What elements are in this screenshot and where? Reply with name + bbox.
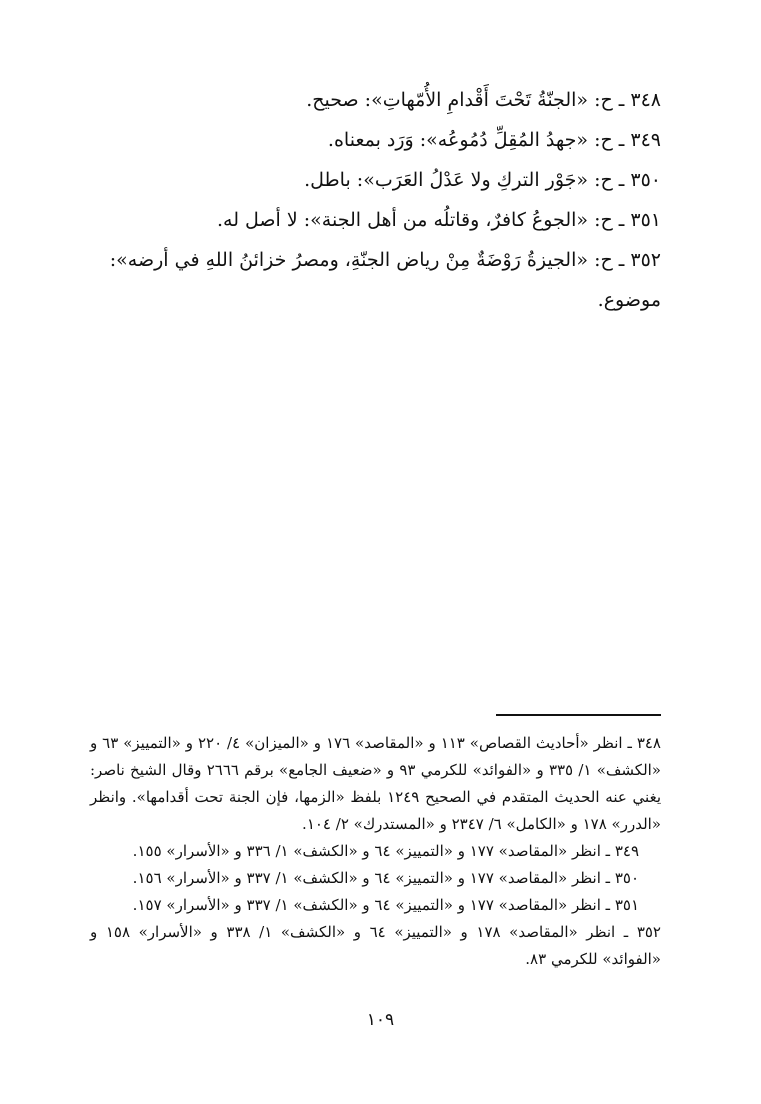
page-number: ١٠٩ xyxy=(366,1010,395,1030)
footnotes xyxy=(90,730,661,973)
footnote-350: ٣٥٠ ـ انظر «المقاصد» ١٧٧ و «التمييز» ٦٤ و «الكشف» ١/ ٣٣٧ و «الأسرار» ١٥٦. xyxy=(132,869,639,887)
footnote-separator xyxy=(496,714,661,716)
footnote-348: ٣٤٨ ـ انظر «أحاديث القصاص» ١١٣ و «المقاصد» ١٧٦ و «الميزان» ٤/ ٢٢٠ و «التمييز» ٦٣ و «الكشف» ١/ ٣٣٥ و «الفوائد» للكرمي ٩٣ و «ضعيف الجامع» برقم ٢٦٦٦ وقال الشيخ ناصر: يغني عنه الحديث المتقدم في الصحيح ١٢٤٩ بلفظ «الزمها، فإن الجنة تحت أقدامها». وانظر «الدرر» ١٧٨ و «الكامل» ٦/ ٢٣٤٧ و «المستدرك» ٢/ ١٠٤. xyxy=(90,734,661,833)
entry-number: ٣٥٢ ـ ح: xyxy=(594,249,661,271)
entry-text: «الجوعُ كافرٌ، وقاتلُه من أهل الجنة»: لا أصل له. xyxy=(216,209,589,231)
hadith-entry-348 xyxy=(95,80,661,120)
hadith-entry-351 xyxy=(95,200,661,240)
footnote-352: ٣٥٢ ـ انظر «المقاصد» ١٧٨ و «التمييز» ٦٤ و «الكشف» ١/ ٣٣٨ و «الأسرار» ١٥٨ و «الفوائد» للكرمي ٨٣. xyxy=(90,923,661,968)
entry-number: ٣٥١ ـ ح: xyxy=(594,209,661,231)
entry-text: «جَوْر التركِ ولا عَدْلُ العَرَب»: باطل. xyxy=(304,169,589,191)
hadith-entries xyxy=(95,80,661,320)
entry-number: ٣٤٨ ـ ح: xyxy=(594,89,661,111)
entry-text: «الجيزةُ رَوْضَةٌ مِنْ رياض الجنّةِ، ومصرُ خزائنُ اللهِ في أرضه»: موضوع. xyxy=(109,249,661,311)
entry-text: «جهدُ المُقِلِّ دُمُوعُه»: وَرَد بمعناه. xyxy=(327,129,589,151)
hadith-entry-349 xyxy=(95,120,661,160)
entry-number: ٣٤٩ ـ ح: xyxy=(594,129,661,151)
footnote-351: ٣٥١ ـ انظر «المقاصد» ١٧٧ و «التمييز» ٦٤ و «الكشف» ١/ ٣٣٧ و «الأسرار» ١٥٧. xyxy=(132,896,639,914)
hadith-entry-352 xyxy=(95,240,661,320)
hadith-entry-350 xyxy=(95,160,661,200)
footnote-349: ٣٤٩ ـ انظر «المقاصد» ١٧٧ و «التمييز» ٦٤ و «الكشف» ١/ ٣٣٦ و «الأسرار» ١٥٥. xyxy=(132,842,639,860)
entry-number: ٣٥٠ ـ ح: xyxy=(594,169,661,191)
entry-text: «الجنّةُ تَحْتَ أَقْدامِ الأُمّهاتِ»: صحيح. xyxy=(306,89,589,111)
